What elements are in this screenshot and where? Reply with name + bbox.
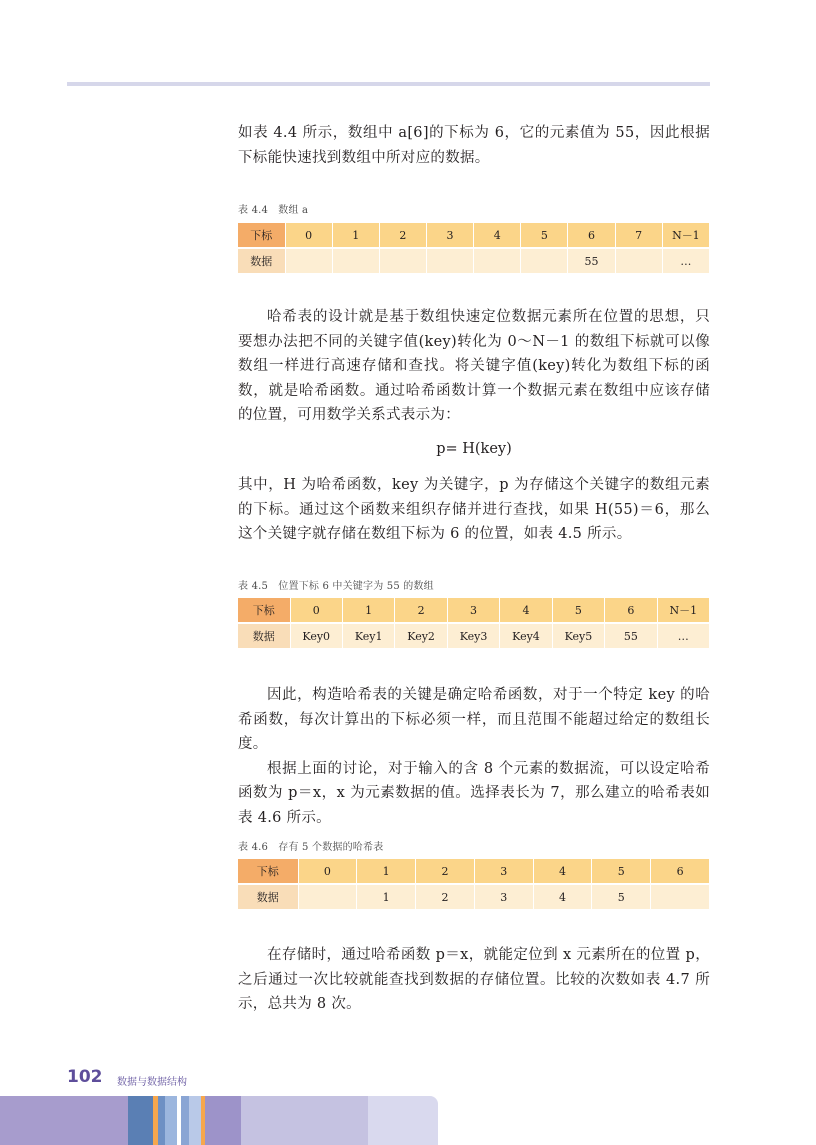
cell: 6 bbox=[651, 859, 710, 884]
table-row bbox=[238, 859, 710, 884]
cell: 3 bbox=[426, 223, 473, 248]
cell bbox=[285, 248, 332, 273]
cell: Key3 bbox=[447, 623, 499, 648]
paragraph-6 bbox=[238, 943, 710, 1017]
cell: N－1 bbox=[662, 223, 709, 248]
cell: … bbox=[662, 248, 709, 273]
footer-stripe bbox=[189, 1096, 201, 1145]
paragraph-4 bbox=[238, 683, 710, 830]
cell: 55 bbox=[605, 623, 657, 648]
cell: … bbox=[657, 623, 709, 648]
cell: 5 bbox=[521, 223, 568, 248]
cell bbox=[332, 248, 379, 273]
cell: 4 bbox=[533, 859, 592, 884]
cell: 1 bbox=[342, 598, 394, 623]
footer-stripe bbox=[241, 1096, 368, 1145]
cell: 4 bbox=[533, 884, 592, 909]
cell: 4 bbox=[500, 598, 552, 623]
page-number: 102 bbox=[67, 1067, 103, 1087]
cell: Key0 bbox=[290, 623, 342, 648]
table-row bbox=[238, 248, 710, 273]
cell: 1 bbox=[332, 223, 379, 248]
cell: 55 bbox=[568, 248, 615, 273]
table-4-4-caption: 表 4.4 数组 a bbox=[238, 205, 309, 216]
table-4-5 bbox=[238, 598, 710, 648]
footer-stripe bbox=[128, 1096, 153, 1145]
cell: 5 bbox=[552, 598, 604, 623]
paragraph-text: 哈希表的设计就是基于数组快速定位数据元素所在位置的思想，只要想办法把不同的关键字值(key)转化为 0～N－1 的数组下标就可以像数组一样进行高速存储和查找。将关键字值(key)转化为数组下标的函数，就是哈希函数。通过哈希函数计算一个数据元素在数组中应该存储的位置，可用数学关系式表示为： bbox=[238, 309, 710, 423]
row-label: 数据 bbox=[238, 623, 290, 648]
table-4-4 bbox=[238, 223, 710, 273]
row-label: 数据 bbox=[238, 248, 285, 273]
cell bbox=[298, 884, 357, 909]
paragraph-text: 其中，H 为哈希函数，key 为关键字，p 为存储这个关键字的数组元素的下标。通过这个函数来组织存储并进行查找，如果 H(55)＝6，那么这个关键字就存储在数组下标为 6 的位置，如表 4.5 所示。 bbox=[238, 477, 710, 542]
cell: 6 bbox=[568, 223, 615, 248]
cell bbox=[521, 248, 568, 273]
table-4-6-caption: 表 4.6 存有 5 个数据的哈希表 bbox=[238, 842, 384, 853]
cell: 5 bbox=[592, 859, 651, 884]
running-title: 数据与数据结构 bbox=[117, 1077, 187, 1088]
cell: N－1 bbox=[657, 598, 709, 623]
footer-stripe bbox=[181, 1096, 189, 1145]
cell: 2 bbox=[416, 859, 475, 884]
cell: 2 bbox=[416, 884, 475, 909]
cell: Key2 bbox=[395, 623, 447, 648]
row-label: 下标 bbox=[238, 598, 290, 623]
top-rule bbox=[67, 82, 710, 86]
cell bbox=[426, 248, 473, 273]
cell: 3 bbox=[474, 884, 533, 909]
cell: 4 bbox=[474, 223, 521, 248]
paragraph-text: 根据上面的讨论，对于输入的含 8 个元素的数据流，可以设定哈希函数为 p＝x，x 为元素数据的值。选择表长为 7，那么建立的哈希表如表 4.6 所示。 bbox=[238, 760, 710, 826]
cell: 2 bbox=[379, 223, 426, 248]
footer-band-purple bbox=[0, 1096, 128, 1145]
table-row bbox=[238, 884, 710, 909]
row-label: 数据 bbox=[238, 884, 298, 909]
cell: Key4 bbox=[500, 623, 552, 648]
paragraph-3 bbox=[238, 473, 710, 547]
paragraph-text: 如表 4.4 所示，数组中 a[6]的下标为 6，它的元素值为 55，因此根据下标能快速找到数组中所对应的数据。 bbox=[238, 125, 710, 166]
cell: 1 bbox=[357, 859, 416, 884]
table-row bbox=[238, 623, 710, 648]
cell: 5 bbox=[592, 884, 651, 909]
table-row bbox=[238, 598, 710, 623]
cell: 3 bbox=[447, 598, 499, 623]
cell: Key5 bbox=[552, 623, 604, 648]
formula: p= H(key) bbox=[436, 441, 512, 457]
row-label: 下标 bbox=[238, 859, 298, 884]
paragraph-2 bbox=[238, 305, 710, 428]
cell: 1 bbox=[357, 884, 416, 909]
cell: 0 bbox=[290, 598, 342, 623]
cell: 2 bbox=[395, 598, 447, 623]
table-4-5-caption: 表 4.5 位置下标 6 中关键字为 55 的数组 bbox=[238, 581, 434, 592]
cell bbox=[474, 248, 521, 273]
cell: 7 bbox=[615, 223, 662, 248]
table-4-6 bbox=[238, 859, 710, 909]
table-row bbox=[238, 223, 710, 248]
paragraph-text: 因此，构造哈希表的关键是确定哈希函数，对于一个特定 key 的哈希函数，每次计算出的下标必须一样，而且范围不能超过给定的数组长度。 bbox=[238, 687, 710, 752]
cell bbox=[651, 884, 710, 909]
cell bbox=[615, 248, 662, 273]
paragraph-1 bbox=[238, 121, 710, 170]
cell: 0 bbox=[298, 859, 357, 884]
footer-stripe bbox=[205, 1096, 241, 1145]
cell bbox=[379, 248, 426, 273]
row-label: 下标 bbox=[238, 223, 285, 248]
cell: 6 bbox=[605, 598, 657, 623]
footer-stripe bbox=[158, 1096, 165, 1145]
paragraph-text: 在存储时，通过哈希函数 p＝x，就能定位到 x 元素所在的位置 p，之后通过一次比较就能查找到数据的存储位置。比较的次数如表 4.7 所示，总共为 8 次。 bbox=[238, 947, 710, 1012]
cell: 3 bbox=[474, 859, 533, 884]
cell: Key1 bbox=[342, 623, 394, 648]
footer-stripe bbox=[165, 1096, 177, 1145]
cell: 0 bbox=[285, 223, 332, 248]
